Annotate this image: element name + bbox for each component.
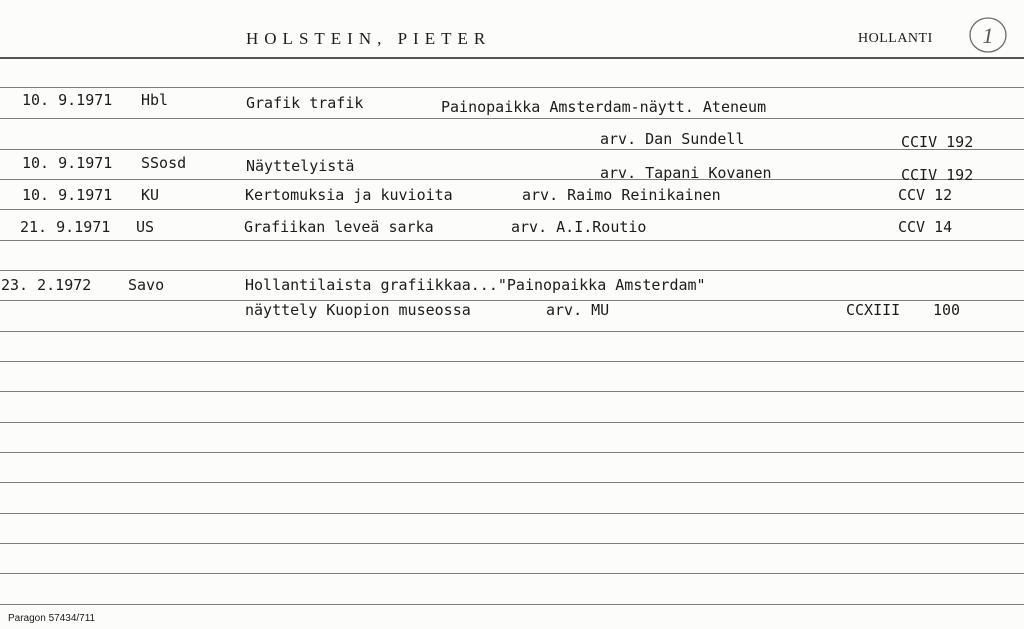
entry-source: US [136,218,155,236]
entry-title: Grafiikan leveä sarka [244,218,434,236]
entry-reference: CCV 12 [898,186,953,204]
entry-reviewer: arv. Dan Sundell [600,130,745,148]
entry-source: Hbl [141,91,169,109]
ruled-line [0,118,1024,119]
ruled-line [0,513,1024,514]
entry-title: Näyttelyistä [246,157,355,175]
entry-note: Painopaikka Amsterdam-näytt. Ateneum [441,98,767,116]
ruled-line [0,240,1024,241]
entry-reference: CCXIII [846,301,901,319]
entry-reviewer: arv. A.I.Routio [511,218,647,236]
entry-source: SSosd [141,154,187,172]
ruled-line [0,209,1024,210]
entry-date: 23. 2.1972 [1,276,92,294]
entry-date: 10. 9.1971 [22,186,113,204]
entry-page: 100 [933,301,961,319]
ruled-line [0,604,1024,605]
entry-reference: CCIV 192 [901,133,974,151]
ruled-line [0,482,1024,483]
ruled-line [0,391,1024,392]
ruled-line [0,361,1024,362]
ruled-line [0,87,1024,88]
entry-source: KU [141,186,160,204]
country-label: HOLLANTI [858,31,933,46]
entry-title-continued: näyttely Kuopion museossa [245,301,471,319]
ruled-line [0,452,1024,453]
ruled-line [0,331,1024,332]
entry-reviewer: arv. MU [546,301,610,319]
entry-title: Hollantilaista grafiikkaa..."Painopaikka Amsterdam" [245,276,706,294]
entry-source: Savo [128,276,165,294]
ruled-line [0,543,1024,544]
entry-reviewer: arv. Tapani Kovanen [600,164,772,182]
ruled-line [0,270,1024,271]
header-rule [0,57,1024,59]
ruled-line [0,573,1024,574]
artist-name: HOLSTEIN, PIETER [246,29,492,48]
entry-title: Kertomuksia ja kuvioita [245,186,453,204]
card-number-circle [968,14,1008,54]
entry-date: 21. 9.1971 [20,218,111,236]
entry-reference: CCV 14 [898,218,953,236]
entry-date: 10. 9.1971 [22,154,113,172]
entry-date: 10. 9.1971 [22,91,113,109]
entry-reviewer: arv. Raimo Reinikainen [522,186,721,204]
ruled-line [0,149,1024,150]
entry-title: Grafik trafik [246,94,364,112]
entry-reference: CCIV 192 [901,166,974,184]
ruled-line [0,179,1024,180]
printer-mark: Paragon 57434/711 [8,613,96,624]
ruled-line [0,422,1024,423]
card-number: 1 [982,23,994,48]
